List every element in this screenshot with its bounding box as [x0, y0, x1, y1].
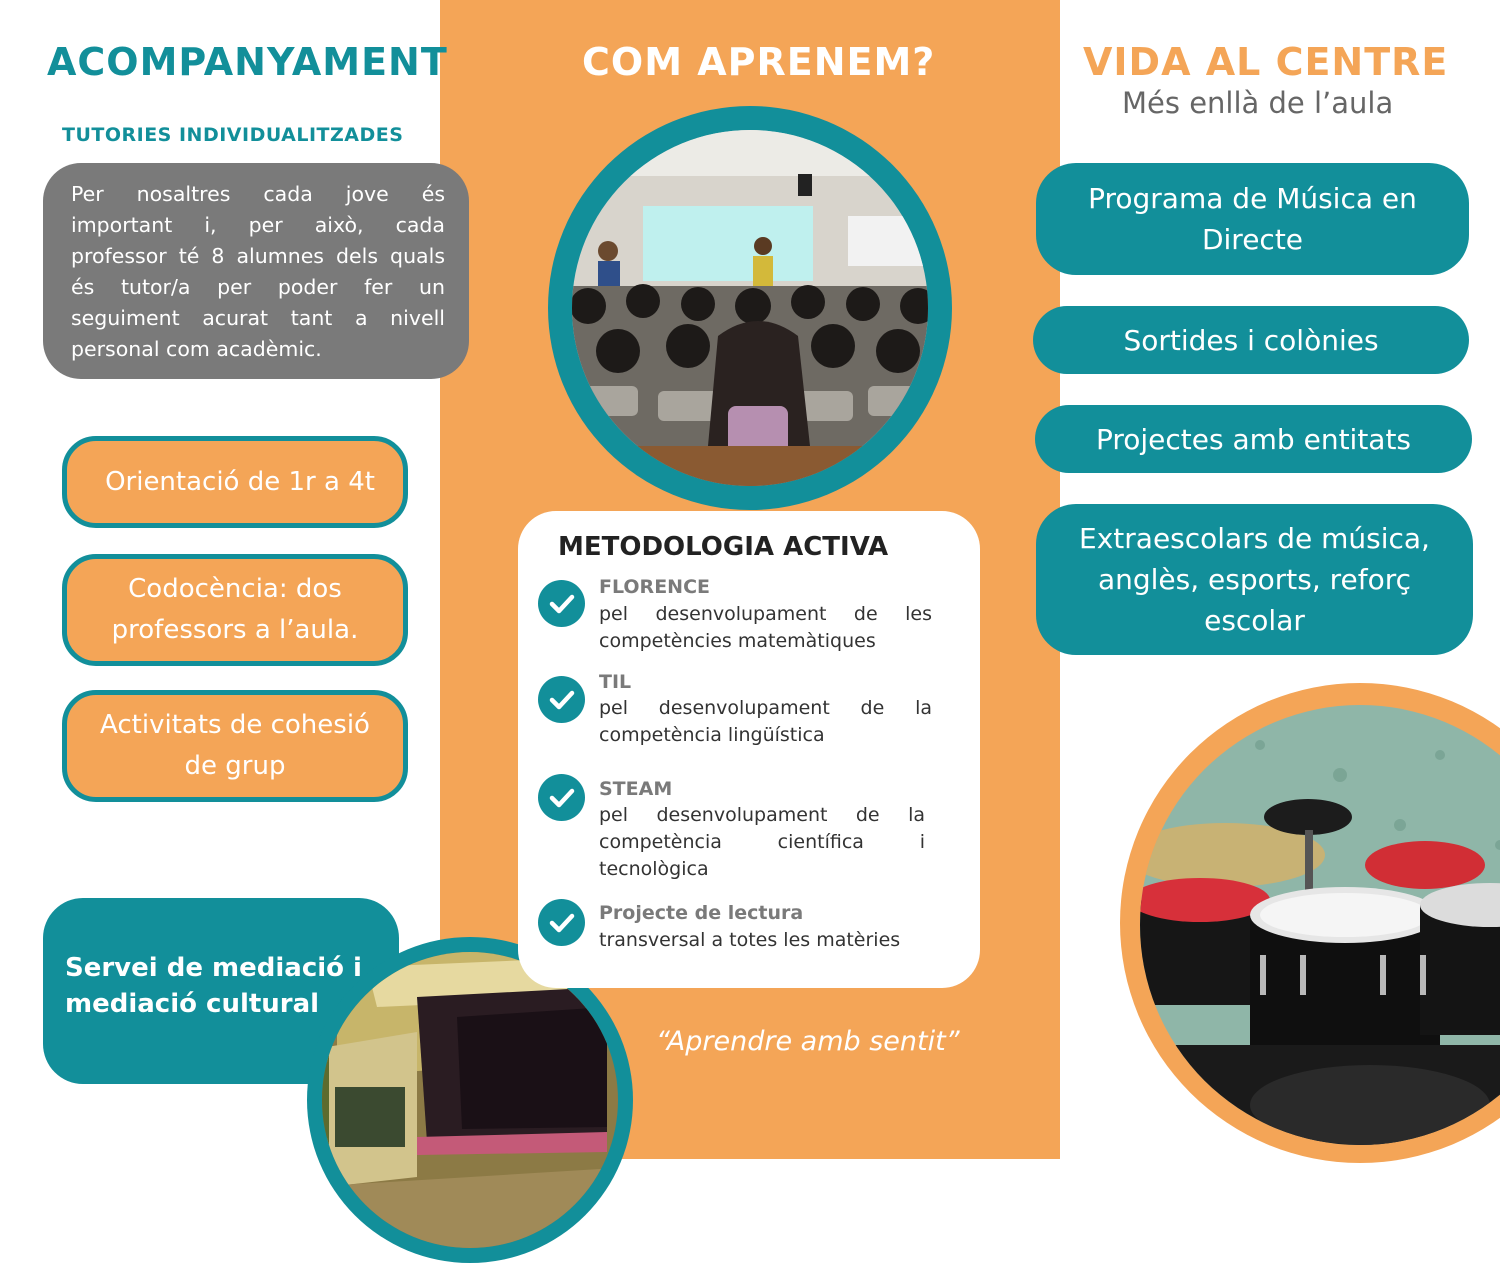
vida-centre-subtitle: Més enllà de l’aula: [1122, 86, 1394, 120]
cohesio-pill: [62, 690, 408, 802]
check-icon: [538, 774, 585, 821]
cohesio-label: Activitats de cohesió de grup: [100, 710, 370, 781]
acompanyament-title: ACOMPANYAMENT: [47, 40, 448, 84]
extraescolars-pill: [1036, 504, 1473, 655]
lectura-heading: Projecte de lectura: [599, 902, 804, 924]
quote-text: “Aprendre amb sentit”: [656, 1026, 960, 1057]
metodologia-title: METODOLOGIA ACTIVA: [558, 532, 889, 562]
tutories-heading: TUTORIES INDIVIDUALITZADES: [62, 124, 404, 146]
sortides-pill: [1033, 306, 1469, 374]
steam-desc: pel desenvolupament de la competència científica i tecnològica: [599, 804, 925, 880]
mediacio-label: Servei de mediació i mediació cultural: [65, 953, 362, 1019]
classroom-illustration: [548, 106, 952, 510]
extraescolars-label: Extraescolars de música, anglès, esports, reforç escolar: [1079, 522, 1430, 637]
musica-directe-label: Programa de Música en Directe: [1088, 182, 1417, 256]
musica-directe-pill: [1036, 163, 1469, 275]
tutories-text-box: [43, 163, 469, 379]
lectura-desc: transversal a totes les matèries: [599, 929, 901, 951]
steam-heading: STEAM: [599, 778, 673, 800]
orientacio-label: Orientació de 1r a 4t: [105, 466, 375, 497]
projectes-label: Projectes amb entitats: [1095, 422, 1412, 456]
check-icon: [538, 899, 585, 946]
check-icon: [538, 580, 585, 627]
tutories-text: Per nosaltres cada jove és important i, per això, cada professor té 8 alumnes dels quals és tutor/a per poder fer un seguiment acurat tant a nivell personal com acadèmic.: [71, 182, 445, 361]
com-aprenem-title: COM APRENEM?: [582, 40, 936, 84]
codocencia-label: Codocència: dos professors a l’aula.: [111, 574, 359, 645]
check-icon: [538, 676, 585, 723]
florence-heading: FLORENCE: [599, 576, 710, 598]
vida-centre-title: VIDA AL CENTRE: [1083, 40, 1449, 84]
florence-desc: pel desenvolupament de les competències matemàtiques: [599, 603, 932, 652]
projectes-pill: [1035, 405, 1472, 473]
orientacio-pill: [62, 436, 408, 528]
til-desc: pel desenvolupament de la competència lingüística: [599, 697, 932, 746]
classroom-photo: [548, 106, 952, 510]
codocencia-pill: [62, 554, 408, 666]
til-heading: TIL: [599, 671, 632, 693]
sortides-label: Sortides i colònies: [1123, 323, 1379, 357]
